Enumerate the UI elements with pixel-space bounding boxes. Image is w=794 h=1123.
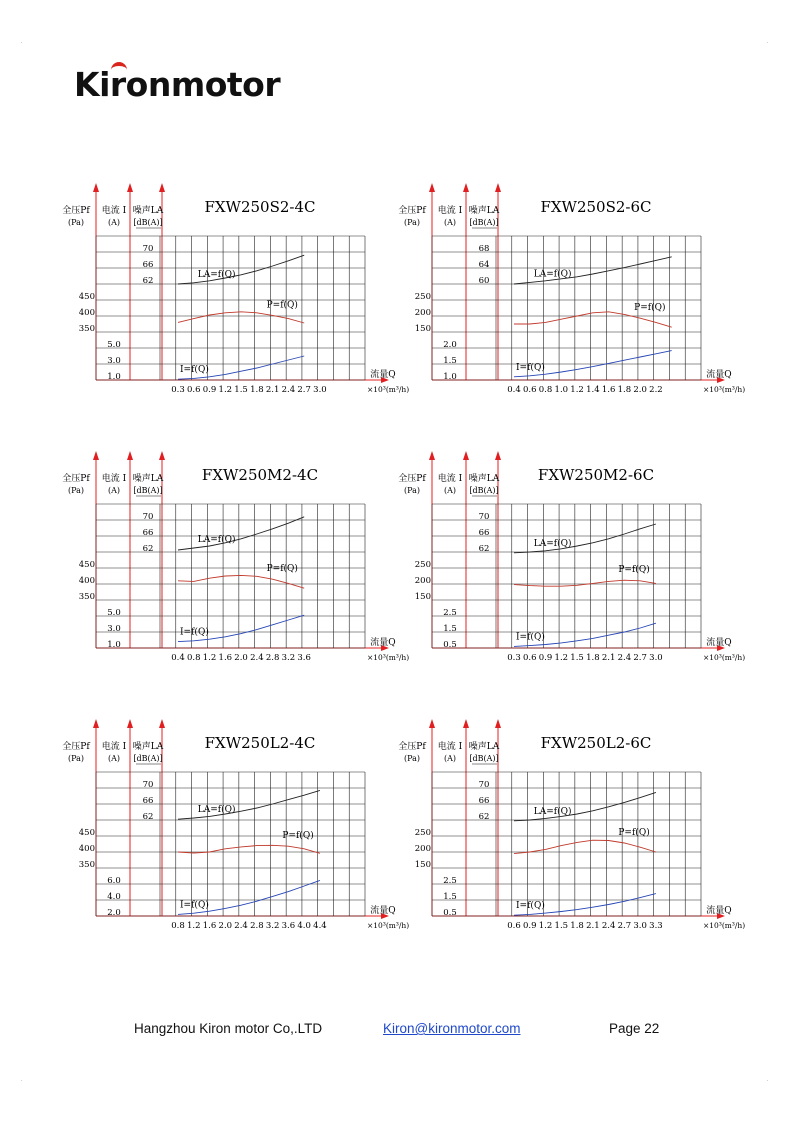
noise-axis-unit: [dB(A)] xyxy=(133,754,163,763)
noise-curve-label: LA=f(Q) xyxy=(533,269,572,280)
x-tick-label: 1.8 xyxy=(250,385,264,395)
current-axis-label: 电流 I xyxy=(101,742,127,752)
pressure-tick-label: 450 xyxy=(78,828,95,838)
current-tick-label: 1.0 xyxy=(107,640,121,650)
x-tick-label: 1.2 xyxy=(570,385,584,395)
x-tick-label: 3.2 xyxy=(281,653,296,663)
current-axis-label: 电流 I xyxy=(101,474,127,484)
x-tick-label: 2.7 xyxy=(633,653,647,663)
noise-axis-arrow-head xyxy=(159,719,165,728)
pressure-curve xyxy=(514,580,656,586)
pressure-axis-label: 全压Pf xyxy=(62,474,90,484)
current-axis-arrow-head xyxy=(463,719,469,728)
pressure-axis-unit: (Pa) xyxy=(67,754,85,763)
current-tick-label: 1.0 xyxy=(107,372,121,382)
pressure-tick-label: 200 xyxy=(414,308,431,318)
x-tick-label: 1.5 xyxy=(234,385,248,395)
pressure-curve-label: P=f(Q) xyxy=(618,828,650,839)
x-tick-label: 3.0 xyxy=(649,653,663,663)
pressure-curve-label: P=f(Q) xyxy=(618,565,650,576)
flow-axis-label: 流量Q xyxy=(706,906,732,916)
pressure-axis-unit: (Pa) xyxy=(403,486,421,495)
pressure-axis-arrow-head xyxy=(429,183,435,192)
brand-logo-rest: onmotor xyxy=(125,65,281,104)
footer-page-number: Page 22 xyxy=(609,1021,660,1036)
x-tick-label: 0.9 xyxy=(523,921,537,931)
chart-title: FXW250L2-4C xyxy=(204,734,316,752)
noise-tick-label: 60 xyxy=(478,276,490,286)
x-tick-label: 4.4 xyxy=(313,921,327,931)
x-tick-label: 2.7 xyxy=(617,921,632,931)
noise-curve-label: LA=f(Q) xyxy=(197,535,236,545)
x-tick-label: 2.8 xyxy=(265,653,280,663)
noise-axis-label: 噪声LA xyxy=(468,742,500,752)
brand-logo-r: r xyxy=(110,68,126,101)
current-axis-unit: (A) xyxy=(107,218,121,227)
current-curve-label: I=f(Q) xyxy=(180,365,209,376)
noise-tick-label: 70 xyxy=(142,512,154,522)
x-tick-label: 3.6 xyxy=(281,921,296,931)
noise-axis-unit: [dB(A)] xyxy=(133,486,163,495)
current-tick-label: 5.0 xyxy=(107,340,121,350)
chart-title: FXW250S2-4C xyxy=(204,198,316,216)
x-tick-label: 1.2 xyxy=(538,921,553,931)
x-tick-label: 2.7 xyxy=(297,385,311,395)
current-tick-label: 3.0 xyxy=(107,624,121,634)
noise-axis-arrow-head xyxy=(159,183,165,192)
corner-mark: · xyxy=(766,1076,769,1085)
x-tick-label: 2.1 xyxy=(601,653,616,663)
flow-axis-label: 流量Q xyxy=(370,906,396,916)
noise-tick-label: 70 xyxy=(142,244,154,254)
x-tick-label: 0.9 xyxy=(202,385,217,395)
noise-axis-label: 噪声LA xyxy=(132,742,164,752)
flow-axis-unit: ×10³(m³/h) xyxy=(367,385,410,394)
pressure-axis-unit: (Pa) xyxy=(67,218,85,227)
x-tick-label: 2.4 xyxy=(601,921,616,931)
pressure-axis-unit: (Pa) xyxy=(67,486,85,495)
x-tick-label: 3.2 xyxy=(265,921,280,931)
pressure-curve-label: P=f(Q) xyxy=(282,831,314,842)
pressure-tick-label: 250 xyxy=(414,828,431,838)
noise-tick-label: 70 xyxy=(142,780,154,790)
current-axis-unit: (A) xyxy=(443,754,457,763)
noise-axis-unit: [dB(A)] xyxy=(469,486,499,495)
current-axis-unit: (A) xyxy=(443,218,457,227)
flow-axis-unit: ×10³(m³/h) xyxy=(367,921,410,930)
noise-axis-arrow-head xyxy=(495,719,501,728)
noise-axis-unit: [dB(A)] xyxy=(133,218,163,227)
pressure-axis-arrow-head xyxy=(93,183,99,192)
x-tick-label: 0.3 xyxy=(507,653,521,663)
current-curve-label: I=f(Q) xyxy=(516,632,545,643)
current-tick-label: 1.5 xyxy=(443,892,457,902)
x-tick-label: 1.8 xyxy=(617,385,632,395)
x-tick-label: 1.6 xyxy=(218,653,233,663)
current-tick-label: 1.5 xyxy=(443,356,457,366)
chart-title: FXW250M2-6C xyxy=(537,466,655,484)
pressure-axis-label: 全压Pf xyxy=(62,742,90,752)
noise-tick-label: 66 xyxy=(478,528,490,538)
x-tick-label: 1.5 xyxy=(570,653,584,663)
current-tick-label: 1.0 xyxy=(443,372,457,382)
pressure-tick-label: 350 xyxy=(78,324,95,334)
noise-axis-unit: [dB(A)] xyxy=(469,218,499,227)
x-tick-label: 0.8 xyxy=(538,385,553,395)
noise-tick-label: 62 xyxy=(142,812,154,822)
pressure-tick-label: 400 xyxy=(78,844,95,854)
pressure-curve-label: P=f(Q) xyxy=(266,300,298,311)
x-tick-label: 1.6 xyxy=(601,385,616,395)
current-axis-label: 电流 I xyxy=(437,206,463,216)
x-tick-label: 2.1 xyxy=(265,385,280,395)
x-tick-label: 1.0 xyxy=(554,385,569,395)
noise-tick-label: 66 xyxy=(478,796,490,806)
x-tick-label: 2.4 xyxy=(281,385,296,395)
current-axis-unit: (A) xyxy=(107,754,121,763)
x-tick-label: 1.2 xyxy=(202,653,217,663)
pressure-tick-label: 400 xyxy=(78,576,95,586)
noise-tick-label: 66 xyxy=(142,260,154,270)
noise-curve xyxy=(178,517,304,550)
pressure-tick-label: 450 xyxy=(78,292,95,302)
pressure-axis-label: 全压Pf xyxy=(398,742,426,752)
x-tick-label: 0.6 xyxy=(523,385,537,395)
chart-title: FXW250M2-4C xyxy=(201,466,319,484)
noise-axis-arrow-head xyxy=(159,451,165,460)
x-tick-label: 0.6 xyxy=(523,653,537,663)
x-tick-label: 2.4 xyxy=(234,921,248,931)
x-tick-label: 0.6 xyxy=(187,385,201,395)
current-tick-label: 0.5 xyxy=(443,640,457,650)
x-tick-label: 1.8 xyxy=(586,653,600,663)
flow-axis-unit: ×10³(m³/h) xyxy=(703,921,746,930)
current-axis-arrow-head xyxy=(127,183,133,192)
noise-tick-label: 70 xyxy=(478,512,490,522)
current-tick-label: 5.0 xyxy=(107,608,121,618)
pressure-axis-arrow-head xyxy=(93,451,99,460)
chart-fxw250s2-6c xyxy=(396,180,746,400)
x-tick-label: 0.3 xyxy=(171,385,185,395)
footer-company: Hangzhou Kiron motor Co,.LTD xyxy=(134,1021,323,1036)
corner-mark: · xyxy=(20,38,23,47)
pressure-tick-label: 150 xyxy=(414,860,431,870)
pressure-curve-label: P=f(Q) xyxy=(266,564,298,575)
current-axis-label: 电流 I xyxy=(437,474,463,484)
current-axis-arrow-head xyxy=(127,719,133,728)
x-tick-label: 0.9 xyxy=(538,653,553,663)
x-tick-label: 2.4 xyxy=(250,653,264,663)
current-axis-label: 电流 I xyxy=(437,742,463,752)
flow-axis-unit: ×10³(m³/h) xyxy=(703,653,746,662)
brand-logo-k: Ki xyxy=(74,65,110,104)
noise-axis-label: 噪声LA xyxy=(132,474,164,484)
x-tick-label: 1.2 xyxy=(554,653,569,663)
current-axis-label: 电流 I xyxy=(101,206,127,216)
pressure-tick-label: 350 xyxy=(78,592,95,602)
current-tick-label: 2.0 xyxy=(107,908,121,918)
chart-fxw250s2-4c xyxy=(60,180,410,400)
x-tick-label: 1.4 xyxy=(586,385,600,395)
x-tick-label: 1.2 xyxy=(218,385,233,395)
pressure-curve-label: P=f(Q) xyxy=(634,303,666,314)
x-tick-label: 2.1 xyxy=(586,921,600,931)
pressure-curve xyxy=(514,312,672,327)
x-tick-label: 0.8 xyxy=(187,653,201,663)
current-curve-label: I=f(Q) xyxy=(180,900,209,911)
corner-mark: · xyxy=(20,1076,23,1085)
pressure-axis-arrow-head xyxy=(429,451,435,460)
x-tick-label: 2.0 xyxy=(633,385,647,395)
pressure-curve xyxy=(178,575,304,588)
x-tick-label: 0.4 xyxy=(507,385,521,395)
x-tick-label: 0.6 xyxy=(507,921,521,931)
flow-axis-label: 流量Q xyxy=(706,638,732,648)
noise-tick-label: 70 xyxy=(478,780,490,790)
noise-tick-label: 62 xyxy=(478,812,490,822)
current-curve-label: I=f(Q) xyxy=(180,627,209,638)
x-tick-label: 2.0 xyxy=(218,921,233,931)
pressure-tick-label: 250 xyxy=(414,560,431,570)
current-curve-label: I=f(Q) xyxy=(516,362,545,373)
pressure-curve xyxy=(178,312,304,323)
pressure-tick-label: 200 xyxy=(414,576,431,586)
noise-axis-label: 噪声LA xyxy=(468,206,500,216)
chart-fxw250l2-4c xyxy=(60,716,410,936)
noise-tick-label: 62 xyxy=(478,544,490,554)
chart-fxw250m2-4c xyxy=(60,448,410,668)
brand-logo-arc xyxy=(111,62,127,76)
x-tick-label: 1.6 xyxy=(202,921,217,931)
x-tick-label: 1.2 xyxy=(187,921,201,931)
pressure-tick-label: 150 xyxy=(414,592,431,602)
flow-axis-label: 流量Q xyxy=(706,370,732,380)
pressure-tick-label: 350 xyxy=(78,860,95,870)
brand-logo xyxy=(74,65,281,104)
x-tick-label: 1.8 xyxy=(570,921,584,931)
noise-axis-unit: [dB(A)] xyxy=(469,754,499,763)
flow-axis-label: 流量Q xyxy=(370,370,396,380)
footer-email-link[interactable]: Kiron@kironmotor.com xyxy=(383,1021,521,1036)
flow-axis-unit: ×10³(m³/h) xyxy=(367,653,410,662)
noise-tick-label: 62 xyxy=(142,276,154,286)
current-tick-label: 2.5 xyxy=(443,876,457,886)
pressure-tick-label: 400 xyxy=(78,308,95,318)
pressure-axis-unit: (Pa) xyxy=(403,754,421,763)
current-axis-arrow-head xyxy=(463,451,469,460)
x-tick-label: 3.6 xyxy=(297,653,311,663)
pressure-tick-label: 450 xyxy=(78,560,95,570)
pressure-axis-arrow-head xyxy=(429,719,435,728)
current-tick-label: 1.5 xyxy=(443,624,457,634)
x-tick-label: 3.0 xyxy=(313,385,327,395)
x-tick-label: 4.0 xyxy=(297,921,311,931)
noise-axis-label: 噪声LA xyxy=(132,206,164,216)
pressure-axis-label: 全压Pf xyxy=(62,206,90,216)
flow-axis-label: 流量Q xyxy=(370,638,396,648)
current-tick-label: 4.0 xyxy=(107,892,121,902)
noise-tick-label: 66 xyxy=(142,796,154,806)
current-tick-label: 6.0 xyxy=(107,876,121,886)
pressure-tick-label: 250 xyxy=(414,292,431,302)
x-tick-label: 0.8 xyxy=(171,921,185,931)
chart-fxw250m2-6c xyxy=(396,448,746,668)
noise-curve-label: LA=f(Q) xyxy=(533,539,572,549)
current-axis-arrow-head xyxy=(463,183,469,192)
noise-tick-label: 66 xyxy=(142,528,154,538)
chart-fxw250l2-6c xyxy=(396,716,746,936)
chart-title: FXW250L2-6C xyxy=(540,734,652,752)
x-tick-label: 3.3 xyxy=(649,921,663,931)
x-tick-label: 2.0 xyxy=(234,653,248,663)
x-tick-label: 2.4 xyxy=(617,653,632,663)
x-tick-label: 3.0 xyxy=(633,921,647,931)
current-axis-unit: (A) xyxy=(107,486,121,495)
flow-axis-unit: ×10³(m³/h) xyxy=(703,385,746,394)
current-tick-label: 2.5 xyxy=(443,608,457,618)
noise-axis-arrow-head xyxy=(495,183,501,192)
current-tick-label: 0.5 xyxy=(443,908,457,918)
x-tick-label: 0.4 xyxy=(171,653,185,663)
corner-mark: · xyxy=(766,38,769,47)
pressure-tick-label: 150 xyxy=(414,324,431,334)
noise-curve-label: LA=f(Q) xyxy=(197,805,236,815)
noise-curve-label: LA=f(Q) xyxy=(197,269,236,280)
x-tick-label: 2.2 xyxy=(649,385,663,395)
x-tick-label: 2.8 xyxy=(250,921,264,931)
x-tick-label: 1.5 xyxy=(554,921,569,931)
noise-curve-label: LA=f(Q) xyxy=(533,807,572,817)
current-tick-label: 3.0 xyxy=(107,356,121,366)
current-axis-arrow-head xyxy=(127,451,133,460)
pressure-tick-label: 200 xyxy=(414,844,431,854)
current-curve-label: I=f(Q) xyxy=(516,901,545,912)
pressure-axis-arrow-head xyxy=(93,719,99,728)
noise-axis-arrow-head xyxy=(495,451,501,460)
pressure-curve xyxy=(514,840,656,853)
pressure-axis-label: 全压Pf xyxy=(398,474,426,484)
chart-title: FXW250S2-6C xyxy=(540,198,652,216)
noise-tick-label: 64 xyxy=(478,260,490,270)
noise-axis-label: 噪声LA xyxy=(468,474,500,484)
current-axis-unit: (A) xyxy=(443,486,457,495)
noise-tick-label: 62 xyxy=(142,544,154,554)
current-tick-label: 2.0 xyxy=(443,340,457,350)
pressure-axis-label: 全压Pf xyxy=(398,206,426,216)
noise-tick-label: 68 xyxy=(478,244,490,254)
pressure-axis-unit: (Pa) xyxy=(403,218,421,227)
